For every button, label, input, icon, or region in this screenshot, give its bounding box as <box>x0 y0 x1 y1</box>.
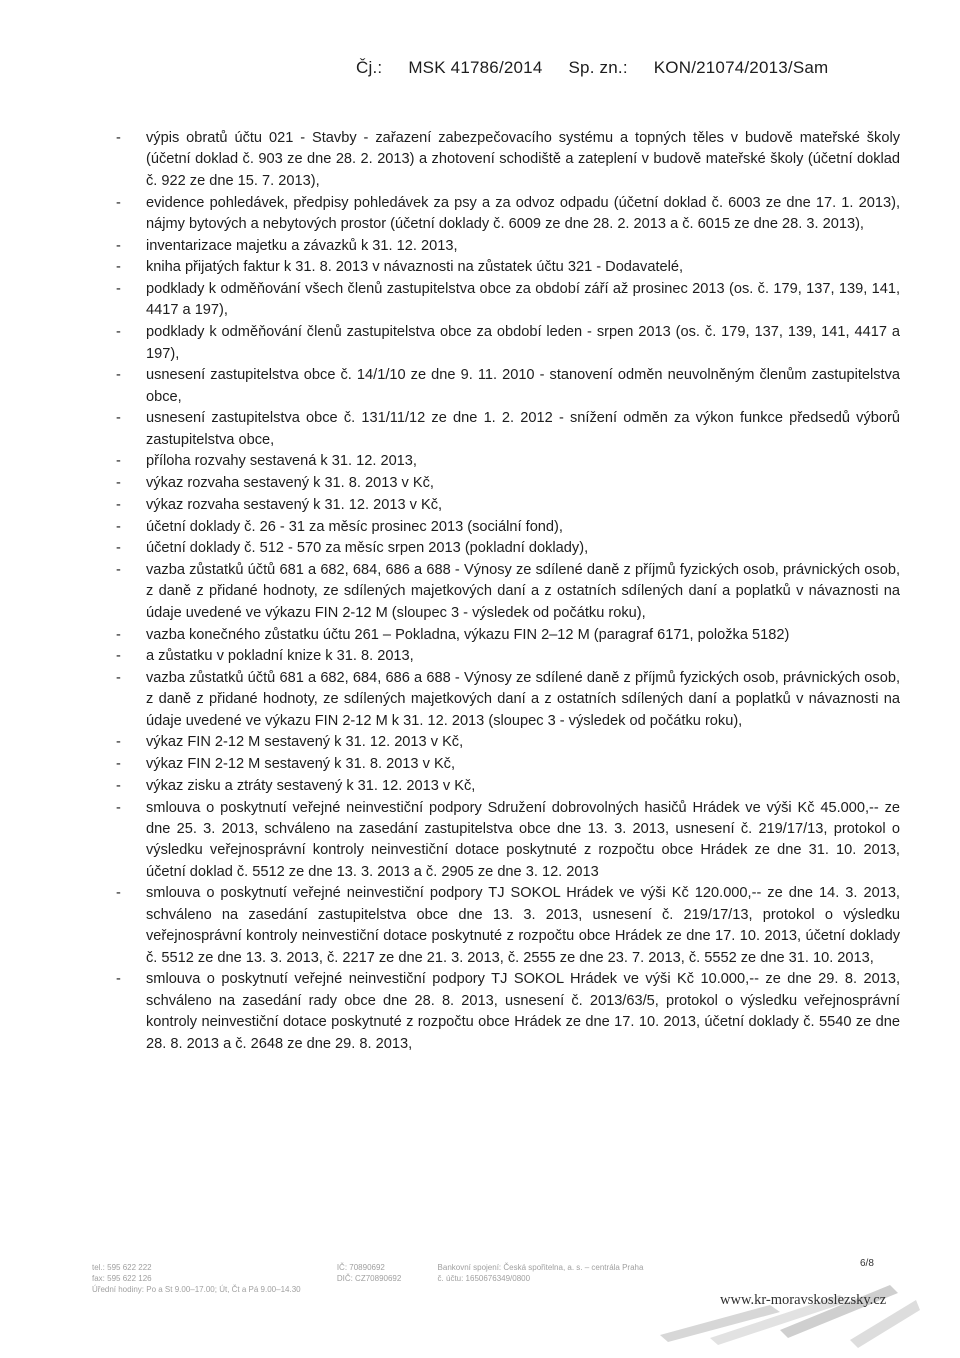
list-item <box>116 257 900 278</box>
bullet-dash: - <box>116 561 121 578</box>
bullet-dash: - <box>116 453 121 470</box>
list-item <box>116 560 900 624</box>
list-item-text: účetní doklady č. 512 - 570 za měsíc srpen 2013 (pokladní doklady), <box>146 540 589 557</box>
bullet-dash: - <box>116 324 121 341</box>
bullet-dash: - <box>116 756 121 773</box>
bullet-dash: - <box>116 130 121 146</box>
bullet-dash: - <box>116 626 121 643</box>
footer-phone-block <box>92 1262 301 1295</box>
footer-dic: DIČ: CZ70890692 <box>336 1274 402 1283</box>
list-item <box>116 776 900 797</box>
list-item-text: příloha rozvahy sestavená k 31. 12. 2013, <box>146 453 417 470</box>
list-item <box>116 517 900 538</box>
list-item <box>116 883 900 969</box>
bullet-dash: - <box>116 669 121 686</box>
list-item <box>116 451 900 472</box>
list-item-text: výpis obratů účtu 021 - Stavby - zařazení zabezpečovacího systému a topných těles v budově mateřské školy (účetní doklad č. 903 ze dne 28. 2. 2013) a zhotovení schodiště a zateplení v budově mateřské školy (účetní doklad č. 922 ze dne 15. 7. 2013), <box>146 130 900 189</box>
document-reference-header <box>356 58 828 78</box>
footer-account: č. účtu: 1650676349/0800 <box>437 1274 531 1283</box>
bullet-dash: - <box>116 259 121 276</box>
list-item-text: vazba konečného zůstatku účtu 261 – Pokladna, výkazu FIN 2–12 M (paragraf 6171, položka 5182) <box>146 626 790 643</box>
list-item <box>116 538 900 559</box>
footer-contact <box>92 1262 643 1295</box>
bullet-dash: - <box>116 194 121 211</box>
list-item-text: smlouva o poskytnutí veřejné neinvestiční podpory Sdružení dobrovolných hasičů Hrádek ve výši Kč 45.000,-- ze dne 25. 3. 2013, schváleno na zasedání zastupitelstva obce dne 13. 3. 2013, usnesení č. 219/17/13, protokol o výsledku veřejnosprávní kontroly neinvestiční dotace poskytnuté z rozpočtu obce Hrádek ze dne 31. 10. 2013, účetní doklad č. 5512 ze dne 13. 3. 2013 a č. 2905 ze dne 3. 12. 2013 <box>146 799 900 880</box>
bullet-dash: - <box>116 885 121 902</box>
bullet-dash: - <box>116 648 121 665</box>
list-item <box>116 473 900 494</box>
footer-bank: Bankovní spojení: Česká spořitelna, a. s. – centrála Praha <box>437 1263 644 1272</box>
bullet-dash: - <box>116 367 121 384</box>
list-item-text: vazba zůstatků účtů 681 a 682, 684, 686 a 688 - Výnosy ze sdílené daně z příjmů fyzických osob, právnických osob, z daně z přidané hodnoty, ze sdílených majetkových daní a z ostatních sdílených daní a poplatků v návaznosti na údaje uvedené ve výkazu FIN 2-12 M (sloupec 3 - výsledek od počátku roku), <box>146 561 900 621</box>
footer-hours: Úřední hodiny: Po a St 9.00–17.00; Út, Čt a Pá 9.00–14.30 <box>92 1285 301 1294</box>
bullet-dash: - <box>116 496 121 513</box>
list-item-text: usnesení zastupitelstva obce č. 14/1/10 ze dne 9. 11. 2010 - stanovení odměn neuvolněným členům zastupitelstva obce, <box>146 367 900 405</box>
bullet-dash: - <box>116 540 121 557</box>
list-item-text: účetní doklady č. 26 - 31 za měsíc prosinec 2013 (sociální fond), <box>146 518 563 535</box>
bullet-dash: - <box>116 734 121 751</box>
list-item-text: vazba zůstatků účtů 681 a 682, 684, 686 a 688 - Výnosy ze sdílené daně z příjmů fyzických osob, právnických osob, z daně z přidané hodnoty, ze sdílených majetkových daní a z ostatních sdílených daní a poplatků v návaznosti na údaje uvedené ve výkazu FIN 2-12 M k 31. 12. 2013 (sloupec 3 - výsledek od počátku roku), <box>146 669 900 729</box>
document-list <box>116 128 900 1055</box>
list-item <box>116 322 900 365</box>
bullet-dash: - <box>116 410 121 427</box>
list-item-text: podklady k odměňování všech členů zastupitelstva obce za období září až prosinec 2013 (os. č. 179, 137, 139, 141, 4417 a 197), <box>146 281 900 319</box>
footer-tel: tel.: 595 622 222 <box>92 1263 152 1272</box>
bullet-dash: - <box>116 475 121 492</box>
list-item-text: usnesení zastupitelstva obce č. 131/11/12 ze dne 1. 2. 2012 - snížení odměn za výkon funkce předsedů výborů zastupitelstva obce, <box>146 410 900 448</box>
spzn-label: Sp. zn.: <box>568 58 628 77</box>
list-item <box>116 798 900 884</box>
bullet-dash: - <box>116 281 121 298</box>
list-item <box>116 646 900 667</box>
list-item <box>116 625 900 646</box>
footer-ids-block <box>337 1262 401 1284</box>
list-item-text: výkaz rozvaha sestavený k 31. 12. 2013 v Kč, <box>146 496 443 513</box>
list-item <box>116 128 900 192</box>
list-item <box>116 365 900 408</box>
website-link[interactable]: www.kr-moravskoslezsky.cz <box>720 1292 887 1308</box>
cj-label: Čj.: <box>356 58 383 77</box>
list-item <box>116 754 900 775</box>
list-item <box>116 408 900 451</box>
list-item <box>116 969 900 1055</box>
list-item-text: výkaz rozvaha sestavený k 31. 8. 2013 v Kč, <box>146 475 434 492</box>
bullet-dash: - <box>116 777 121 794</box>
bullet-dash: - <box>116 518 121 535</box>
list-item <box>116 193 900 236</box>
footer-fax: fax: 595 622 126 <box>92 1274 152 1283</box>
cj-value: MSK 41786/2014 <box>408 58 543 77</box>
list-item <box>116 732 900 753</box>
list-item-text: evidence pohledávek, předpisy pohledávek za psy a za odvoz odpadu (účetní doklad č. 6003 ze dne 17. 1. 2013), nájmy bytových a nebytových prostor (účetní doklady č. 6009 ze dne 28. 2. 2013 a č. 6015 ze dne 28. 3. 2013), <box>146 194 900 232</box>
list-item <box>116 495 900 516</box>
list-item-text: inventarizace majetku a závazků k 31. 12. 2013, <box>146 237 458 254</box>
bullet-dash: - <box>116 971 121 988</box>
bullet-dash: - <box>116 237 121 254</box>
bullet-dash: - <box>116 799 121 816</box>
list-item <box>116 236 900 257</box>
list-item-text: podklady k odměňování členů zastupitelstva obce za období leden - srpen 2013 (os. č. 179, 137, 139, 141, 4417 a 197), <box>146 324 900 362</box>
list-item-text: smlouva o poskytnutí veřejné neinvestiční podpory TJ SOKOL Hrádek ve výši Kč 120.000,-- ze dne 14. 3. 2013, schváleno na zasedání zastupitelstva obce dne 13. 3. 2013, usnesení č. 219/17/13, protokol o výsledku veřejnosprávní kontroly neinvestiční dotace poskytnuté z rozpočtu obce Hrádek ze dne 17. 10. 2013, účetní doklady č. 5512 ze dne 13. 3. 2013, č. 2217 ze dne 21. 3. 2013, č. 2555 ze dne 23. 7. 2013, č. 5552 ze dne 31. 10. 2013, <box>146 885 900 966</box>
list-item <box>116 279 900 322</box>
footer-bank-block <box>438 1262 644 1284</box>
page-number: 6/8 <box>860 1258 874 1269</box>
list-item-text: a zůstatku v pokladní knize k 31. 8. 2013, <box>146 648 414 665</box>
footer-ic: IČ: 70890692 <box>336 1263 385 1272</box>
list-item-text: smlouva o poskytnutí veřejné neinvestiční podpory TJ SOKOL Hrádek ve výši Kč 10.000,-- ze dne 29. 8. 2013, schváleno na zasedání rady obce dne 28. 8. 2013, usnesení č. 2013/63/5, protokol o výsledku veřejnosprávní kontroly neinvestiční dotace poskytnuté z rozpočtu obce Hrádek ze dne 17. 10. 2013, účetní doklady č. 5540 ze dne 28. 8. 2013 a č. 2648 ze dne 29. 8. 2013, <box>146 971 900 1052</box>
list-item-text: výkaz FIN 2-12 M sestavený k 31. 8. 2013 v Kč, <box>146 756 456 773</box>
list-item-text: kniha přijatých faktur k 31. 8. 2013 v návaznosti na zůstatek účtu 321 - Dodavatelé, <box>146 259 684 276</box>
list-item <box>116 668 900 732</box>
spzn-value: KON/21074/2013/Sam <box>653 58 829 77</box>
list-item-text: výkaz zisku a ztráty sestavený k 31. 12. 2013 v Kč, <box>146 777 476 794</box>
list-item-text: výkaz FIN 2-12 M sestavený k 31. 12. 2013 v Kč, <box>146 734 464 751</box>
